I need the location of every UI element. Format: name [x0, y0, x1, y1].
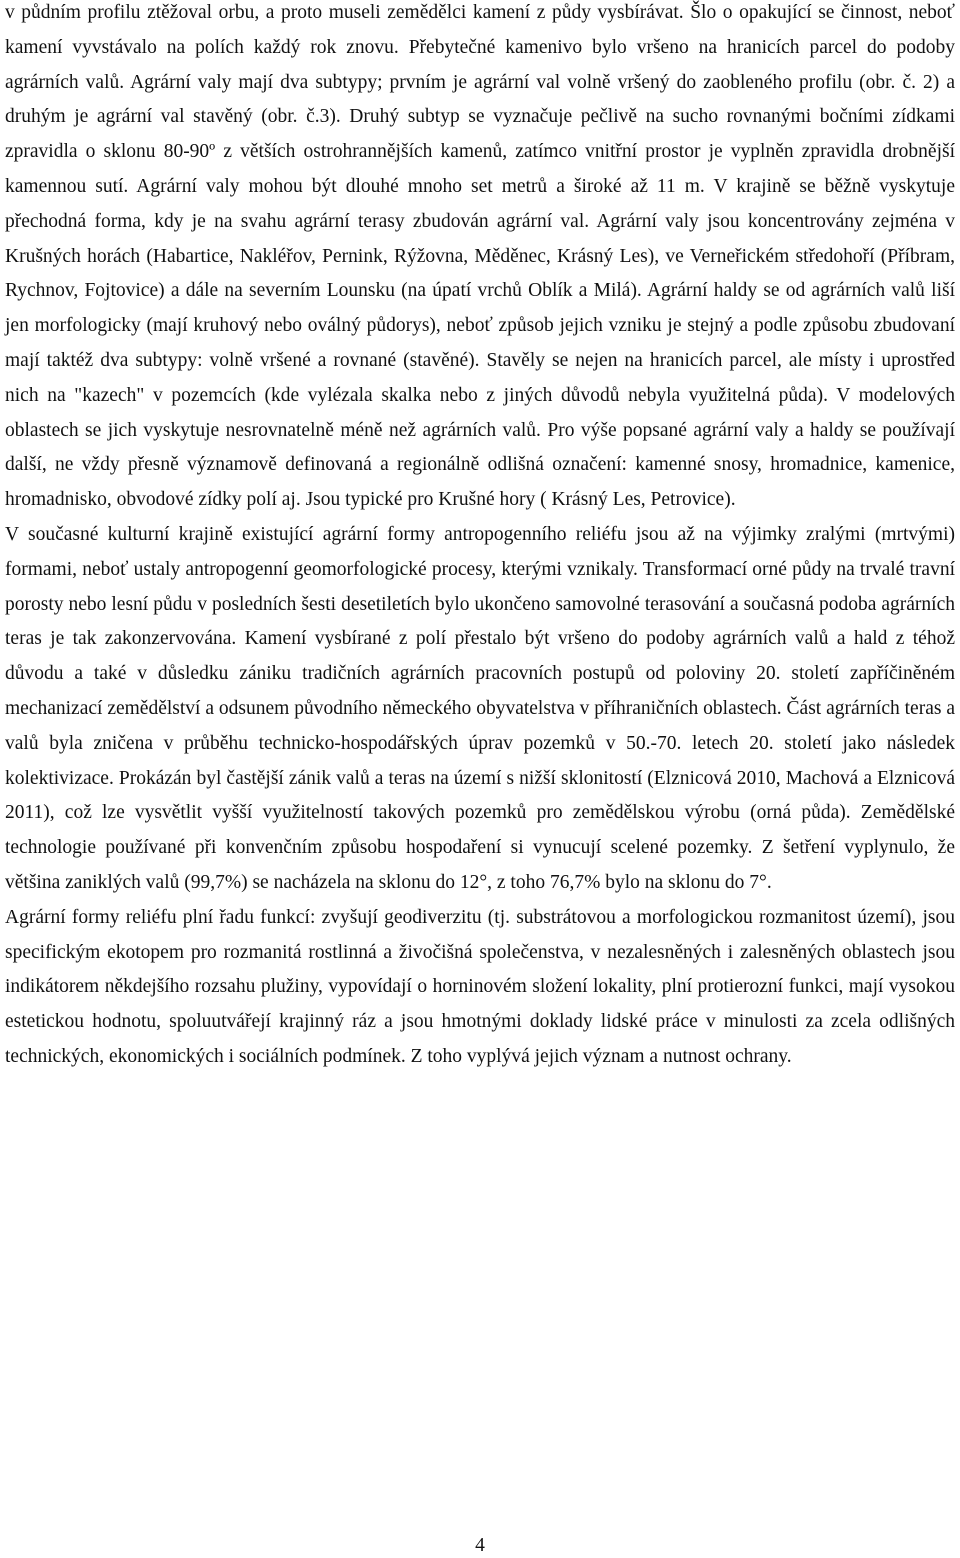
document-page: [5, 0, 955, 1075]
paragraph-agrarian-walls: v půdním profilu ztěžoval orbu, a proto museli zemědělci kamení z půdy vysbírávat. Šlo o opakující se činnost, neboť kamení vyvstávalo na polích každý rok znovu. Přebytečné kamenivo bylo vršeno na hranicích parcel do podoby agrárních valů. Agrární valy mají dva subtypy; prvním je agrární val volně vršený do zaobleného profilu (obr. č. 2) a druhým je agrární val stavěný (obr. č.3). Druhý subtyp se vyznačuje pečlivě na sucho rovnanými bočními zídkami zpravidla o sklonu 80-90º z větších ostrohrannějších kamenů, zatímco vnitřní prostor je vyplněn zpravidla drobnější kamennou sutí. Agrární valy mohou být dlouhé mnoho set metrů a široké až 11 m. V krajině se běžně vyskytuje přechodná forma, kdy je na svahu agrární terasy zbudován agrární val. Agrární valy jsou koncentrovány zejména v Krušných horách (Habartice, Nakléřov, Pernink, Rýžovna, Měděnec, Krásný Les), ve Verneřickém středohoří (Příbram, Rychnov, Fojtovice) a dále na severním Lounsku (na úpatí vrchů Oblík a Milá). Agrární haldy se od agrárních valů liší jen morfologicky (mají kruhový nebo oválný půdorys), neboť způsob jejich vzniku je stejný a podle způsobu zbudovaní mají taktéž dva subtypy: volně vršené a rovnané (stavěné). Stavěly se nejen na hranicích parcel, ale místy i uprostřed nich na "kazech" v pozemcích (kde vylézala skalka nebo z jiných důvodů nebyla využitelná půda). V modelových oblastech se jich vyskytuje nesrovnatelně méně než agrárních valů. Pro výše popsané agrární valy a haldy se používají další, ne vždy přesně významově definovaná a regionálně odlišná označení: kamenné snosy, hromadnice, kamenice, hromadnisko, obvodové zídky polí aj. Jsou typické pro Krušné hory ( Krásný Les, Petrovice).: [5, 2, 955, 511]
page-number: 4: [475, 1535, 485, 1556]
paragraph-current-landscape: V současné kulturní krajině existující agrární formy antropogenního reliéfu jsou až na výjimky zralými (mrtvými) formami, neboť ustaly antropogenní geomorfologické procesy, kterými vznikaly. Transformací orné půdy na trvalé travní porosty nebo lesní půdu v posledních šesti desetiletích bylo ukončeno samovolné terasování a současná podoba agrárních teras je tak zakonzervována. Kamení vysbírané z polí přestalo být vršeno do podoby agrárních valů a hald z téhož důvodu a také v důsledku zániku tradičních agrárních pracovních postupů od poloviny 20. století zapříčiněném mechanizací zemědělství a odsunem původního německého obyvatelstva v příhraničních oblastech. Část agrárních teras a valů byla zničena v průběhu technicko-hospodářských úprav pozemků v 50.-70. letech 20. století jako následek kolektivizace. Prokázán byl častější zánik valů a teras na území s nižší sklonitostí (Elznicová 2010, Machová a Elznicová 2011), což lze vysvětlit vyšší využitelností takových pozemků pro zemědělskou výrobu (orná půda). Zemědělské technologie používané při konvenčním způsobu hospodaření si vynucují scelené pozemky. Z šetření vyplynulo, že většina zaniklých valů (99,7%) se nacházela na sklonu do 12°, z toho 76,7% bylo na sklonu do 7°.: [5, 523, 955, 893]
paragraph-functions: Agrární formy reliéfu plní řadu funkcí: zvyšují geodiverzitu (tj. substrátovou a morfologickou rozmanitost území), jsou specifickým ekotopem pro rozmanitá rostlinná a živočišná společenstva, v nezalesněných i zalesněných oblastech jsou indikátorem někdejšího rozsahu plužiny, vypovídají o horninovém složení lokality, plní protierozní funkci, mají vysokou estetickou hodnotu, spoluutvářejí krajinný ráz a jsou hmotnými doklady lidské práce v minulosti za zcela odlišných technických, ekonomických i sociálních podmínek. Z toho vyplývá jejich význam a nutnost ochrany.: [5, 906, 955, 1067]
